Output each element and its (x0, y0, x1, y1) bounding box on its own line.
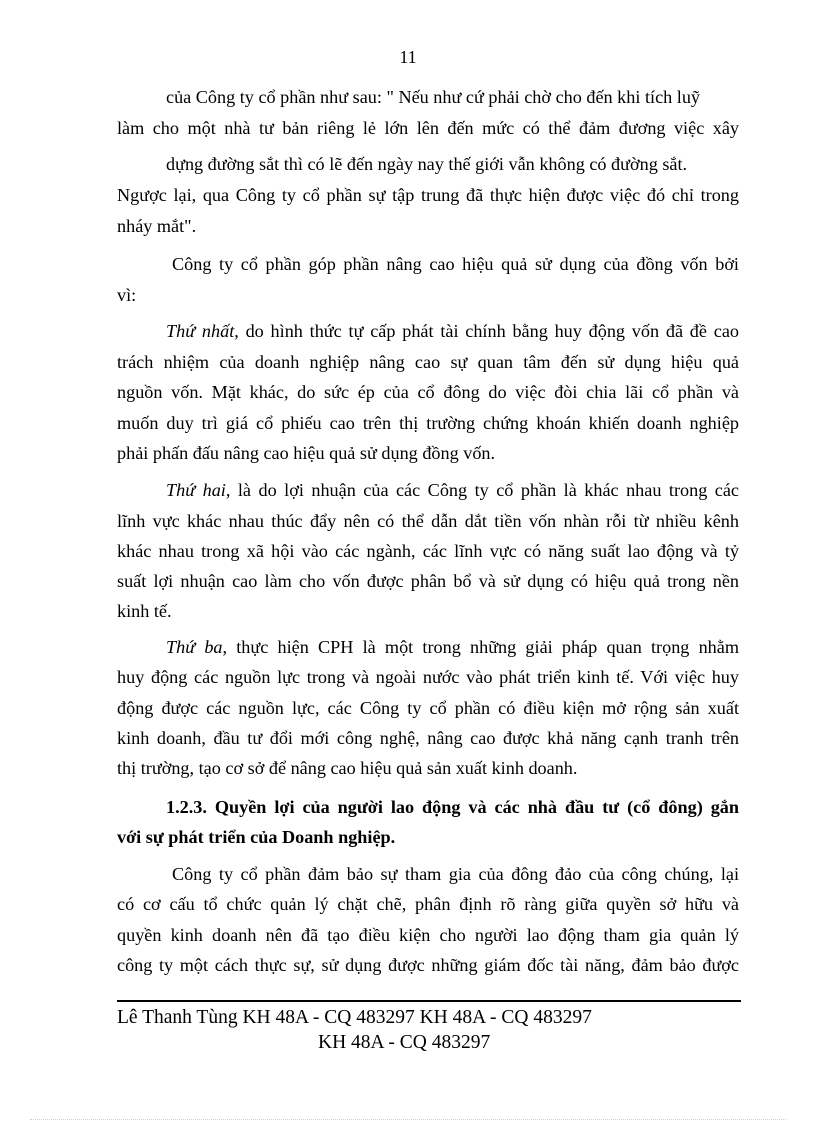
body-line: khác nhau trong xã hội vào các ngành, các lĩnh vực có năng suất lao động và tỷ (117, 541, 739, 561)
ordinal-second: Thứ hai (166, 480, 226, 500)
body-line: làm cho một nhà tư bản riêng lẻ lớn lên đến mức có thể đảm đương việc xây (117, 118, 739, 138)
body-line: Công ty cổ phần đảm bảo sự tham gia của đông đảo của công chúng, lại (172, 864, 739, 884)
body-line: Ngược lại, qua Công ty cổ phần sự tập trung đã thực hiện được việc đó chỉ trong (117, 185, 739, 205)
body-line: kinh tế. (117, 601, 172, 621)
section-heading: với sự phát triển của Doanh nghiệp. (117, 827, 396, 847)
body-line: muốn duy trì giá cổ phiếu cao trên thị trường chứng khoán khiến doanh nghiệp (117, 413, 739, 433)
body-line: kinh doanh, đầu tư đổi mới công nghệ, nâng cao được khả năng cạnh tranh trên (117, 728, 739, 748)
body-line: động được các nguồn lực, các Công ty cổ phần có điều kiện mở rộng sản xuất (117, 698, 739, 718)
footer-rule (117, 1000, 741, 1002)
body-line: nháy mắt". (117, 216, 197, 236)
page-number: 11 (399, 47, 417, 67)
section-heading: 1.2.3. Quyền lợi của người lao động và các nhà đầu tư (cổ đông) gắn (166, 797, 739, 817)
body-line: quyền kinh doanh nên đã tạo điều kiện cho người lao động tham gia quản lý (117, 925, 739, 945)
body-line: vì: (117, 285, 137, 305)
body-line: huy động các nguồn lực trong và ngoài nước vào phát triển kinh tế. Với việc huy (117, 667, 739, 687)
body-line: trách nhiệm của doanh nghiệp nâng cao sự quan tâm đến sử dụng hiệu quả (117, 352, 739, 372)
body-line: suất lợi nhuận cao làm cho vốn được phân bổ và sử dụng có hiệu quả trong nền (117, 571, 739, 591)
ordinal-third: Thứ ba (166, 637, 223, 657)
page-bottom-divider (30, 1119, 786, 1120)
body-line: Thứ hai, là do lợi nhuận của các Công ty cổ phần là khác nhau trong các (166, 480, 739, 500)
footer-class: KH 48A - CQ 483297 (318, 1032, 491, 1053)
body-line: của Công ty cổ phần như sau: " Nếu như cứ phải chờ cho đến khi tích luỹ (166, 87, 701, 107)
body-line: Thứ ba, thực hiện CPH là một trong những giải pháp quan trọng nhằm (166, 637, 739, 657)
footer-author: Lê Thanh Tùng KH 48A - CQ 483297 KH 48A - CQ 483297 (117, 1007, 592, 1028)
body-line: Thứ nhất, do hình thức tự cấp phát tài chính bằng huy động vốn đã đề cao (166, 321, 739, 341)
body-line: thị trường, tạo cơ sở để nâng cao hiệu quả sản xuất kinh doanh. (117, 758, 578, 778)
body-line: công ty một cách thực sự, sử dụng được những giám đốc tài năng, đảm bảo được (117, 955, 739, 975)
body-line: lĩnh vực khác nhau thúc đẩy nên có thể dẫn dắt tiền vốn nhàn rỗi từ nhiều kênh (117, 511, 739, 531)
body-line: dựng đường sắt thì có lẽ đến ngày nay thế giới vẫn không có đường sắt. (166, 154, 688, 174)
body-line: có cơ cấu tổ chức quản lý chặt chẽ, phân định rõ ràng giữa quyền sở hữu và (117, 894, 739, 914)
ordinal-first: Thứ nhất (166, 321, 235, 341)
body-line: phải phấn đấu nâng cao hiệu quả sử dụng đồng vốn. (117, 443, 496, 463)
body-line: nguồn vốn. Mặt khác, do sức ép của cổ đông do việc đòi chia lãi cổ phần và (117, 382, 739, 402)
body-line: Công ty cổ phần góp phần nâng cao hiệu quả sử dụng của đồng vốn bởi (172, 254, 739, 274)
